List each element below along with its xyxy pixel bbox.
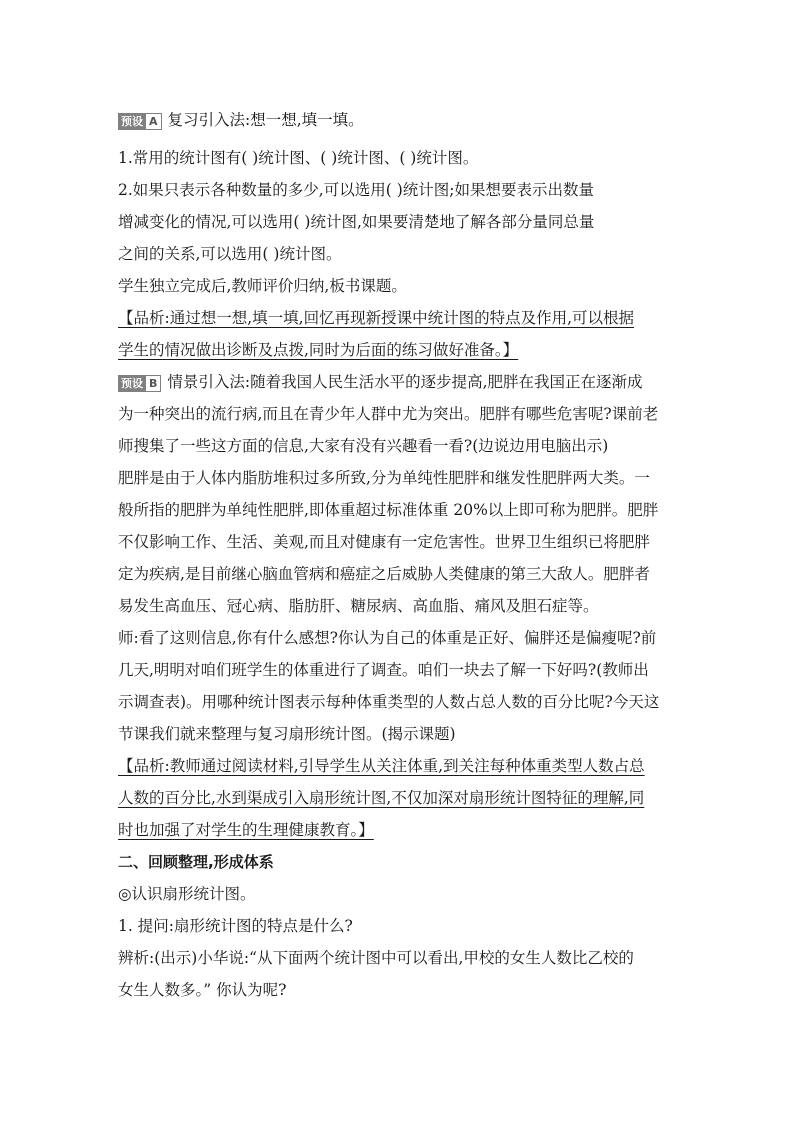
preset-b-line: 般所指的肥胖为单纯性肥胖,即体重超过标准体重 20%以上即可称为肥胖。肥胖 bbox=[118, 501, 659, 519]
preset-a-title-line bbox=[118, 104, 680, 136]
preset-a-item: 1.常用的统计图有( )统计图、( )统计图、( )统计图。 bbox=[118, 149, 479, 167]
section-line: 1. 提问:扇形统计图的特点是什么? bbox=[118, 917, 353, 935]
section-line: 女生人数多。” 你认为呢? bbox=[118, 981, 287, 999]
preset-b-line: 定为疾病,是目前继心脑血管病和癌症之后威胁人类健康的第三大敌人。肥胖者 bbox=[118, 565, 650, 583]
preset-a-item: 增减变化的情况,可以选用( )统计图,如果要清楚地了解各部分量同总量 bbox=[118, 213, 595, 231]
preset-a-item: 之间的关系,可以选用( )统计图。 bbox=[118, 245, 342, 263]
preset-b-line: 易发生高血压、冠心病、脂肪肝、糖尿病、高血脂、痛风及胆石症等。 bbox=[118, 597, 599, 615]
document-page bbox=[118, 104, 680, 1006]
preset-b-comment: 时也加强了对学生的生理健康教育。】 bbox=[118, 821, 374, 839]
preset-a-item: 2.如果只表示各种数量的多少,可以选用( )统计图;如果想要表示出数量 bbox=[118, 181, 594, 199]
section-line: 辨析:(出示)小华说:“从下面两个统计图中可以看出,甲校的女生人数比乙校的 bbox=[118, 949, 634, 967]
preset-b-line: 节课我们就来整理与复习扇形统计图。(揭示课题) bbox=[118, 725, 456, 743]
preset-b-line: 为一种突出的流行病,而且在青少年人群中尤为突出。肥胖有哪些危害呢?课前老 bbox=[118, 405, 659, 423]
preset-b-title-line bbox=[118, 366, 680, 398]
preset-a-comment: 学生的情况做出诊断及点拨,同时为后面的练习做好准备。】 bbox=[118, 341, 519, 359]
preset-b-line: 示调查表)。用哪种统计图表示每种体重类型的人数占总人数的百分比呢?今天这 bbox=[118, 693, 660, 711]
preset-b-line: 肥胖是由于人体内脂肪堆积过多所致,分为单纯性肥胖和继发性肥胖两大类。一 bbox=[118, 469, 650, 487]
preset-a-item: 学生独立完成后,教师评价归纳,板书课题。 bbox=[118, 277, 407, 295]
preset-b-line: 师搜集了一些这方面的信息,大家有没有兴趣看一看?(边说边用电脑出示) bbox=[118, 437, 609, 455]
preset-a-tag: 预设 A bbox=[118, 113, 162, 130]
section-heading: 二、回顾整理,形成体系 bbox=[118, 853, 274, 871]
preset-b-comment: 【品析:教师通过阅读材料,引导学生从关注体重,到关注每种体重类型人数占总 bbox=[118, 757, 645, 775]
preset-a-comment: 【品析:通过想一想,填一填,回忆再现新授课中统计图的特点及作用,可以根据 bbox=[118, 309, 635, 327]
preset-b-first-line: 情景引入法:随着我国人民生活水平的逐步提高,肥胖在我国正在逐渐成 bbox=[167, 373, 643, 391]
preset-b-line: 几天,明明对咱们班学生的体重进行了调查。咱们一块去了解一下好吗?(教师出 bbox=[118, 661, 649, 679]
section-line: ◎认识扇形统计图。 bbox=[118, 885, 256, 903]
preset-b-tag: 预设 B bbox=[118, 375, 161, 392]
preset-b-line: 师:看了这则信息,你有什么感想?你认为自己的体重是正好、偏胖还是偏瘦呢?前 bbox=[118, 629, 657, 647]
preset-a-title: 复习引入法:想一想,填一填。 bbox=[167, 111, 364, 129]
preset-b-line: 不仅影响工作、生活、美观,而且对健康有一定危害性。世界卫生组织已将肥胖 bbox=[118, 533, 650, 551]
preset-b-comment: 人数的百分比,水到渠成引入扇形统计图,不仅加深对扇形统计图特征的理解,同 bbox=[118, 789, 645, 807]
